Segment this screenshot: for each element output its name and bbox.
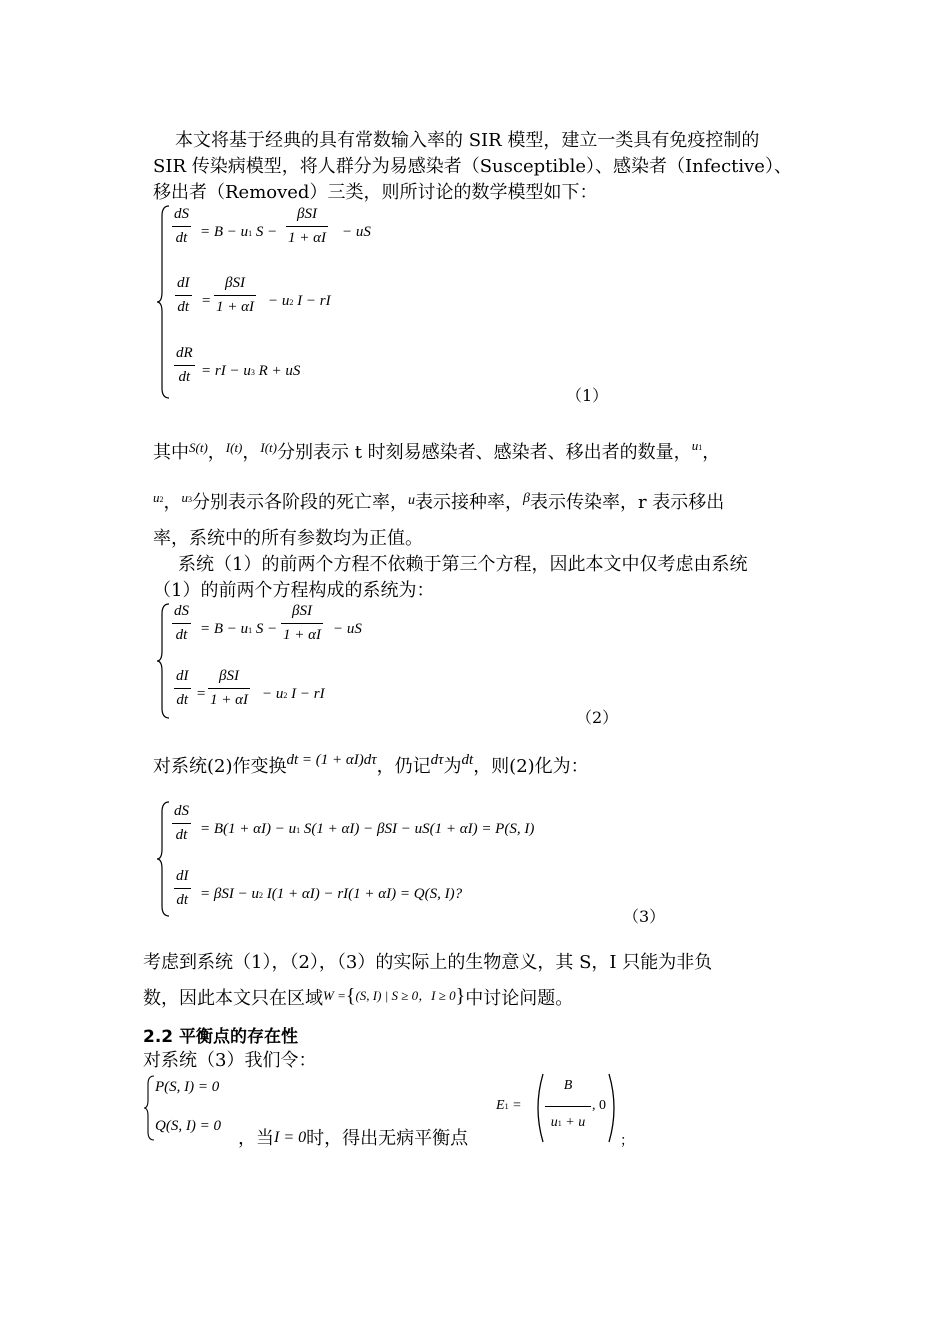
e1-fraction: B u1 + u — [545, 1078, 591, 1131]
dS-dt-1: dS dt — [174, 206, 189, 246]
e1-zero: , 0 — [592, 1098, 606, 1113]
eq2-r2-frac: βSI 1 + αI — [210, 668, 248, 708]
eq1-r1-c: − uS — [342, 224, 371, 240]
para3-line2: （1）的前两个方程构成的系统为： — [153, 580, 435, 601]
para6-line1: 对系统（3）我们令： — [143, 1050, 317, 1071]
eq1-label: （1） — [566, 386, 609, 405]
eq3-r1: = B(1 + αI) − u1 S(1 + αI) − βSI − uS(1 + αI) = P(S, I) — [200, 821, 535, 837]
para1-line1: 本文将基于经典的具有常数输入率的 SIR 模型，建立一类具有免疫控制的 — [175, 130, 760, 151]
brace-4 — [142, 1074, 156, 1142]
q-equation: Q(S, I) = 0 — [155, 1118, 221, 1134]
para3-line1: 系统（1）的前两个方程不依赖于第三个方程，因此本文中仅考虑由系统 — [178, 554, 748, 575]
eq3-label: （3） — [623, 907, 666, 926]
semicolon: ； — [620, 1133, 634, 1149]
dR-dt-1: dR dt — [176, 345, 193, 385]
dS-dt-2: dS dt — [174, 603, 189, 643]
eq1-r1-frac: βSI 1 + αI — [288, 206, 326, 246]
para5-line2: 数，因此本文只在区域$^{W =}${$^{(S, I) | S \ge 0,I \ge 0}$}中讨论问题。 — [143, 985, 574, 1009]
eq3-r2: = βSI − u2 I(1 + αI) − rI(1 + αI) = Q(S, I)? — [200, 886, 463, 902]
eq1-r2-frac: βSI 1 + αI — [216, 275, 254, 315]
eq2-r2-a: = — [196, 686, 207, 702]
eq1-r2-b: − u2 I − rI — [268, 293, 331, 309]
brace-1 — [155, 204, 171, 400]
brace-2 — [155, 602, 171, 720]
p-equation: P(S, I) = 0 — [155, 1079, 220, 1095]
dI-dt-2: dI dt — [176, 668, 189, 708]
section-heading: 2.2 平衡点的存在性 — [143, 1027, 299, 1047]
eq2-r2-b: − u2 I − rI — [262, 686, 325, 702]
e1-symbol: E1 = — [496, 1098, 522, 1113]
para2-line2: $^{u2}$，$^{u3}$分别表示各阶段的死亡率，$^u$表示接种率，$^\beta$表示传染率，r 表示移出 — [153, 490, 725, 513]
eq2-label: （2） — [576, 708, 619, 727]
eq1-r3-a: = rI − u3 R + uS — [201, 363, 301, 379]
eq1-r2-a: = — [201, 293, 212, 309]
dI-dt-1: dI dt — [177, 275, 190, 315]
para4: 对系统(2)作变换$^{dt = (1 + \alpha I)d\tau}$，仍记$^{d\tau}$为$^{dt}$，则(2)化为： — [153, 752, 589, 777]
dI-dt-3: dI dt — [176, 868, 189, 908]
eq2-r1-c: − uS — [333, 621, 362, 637]
para2-line1: 其中$^{S(t)}$，$^{I(t)}$，$^{I(t)}$分别表示 t 时刻易感染者、感染者、移出者的数量，$^{u1}$， — [153, 438, 721, 463]
brace-3 — [155, 800, 171, 918]
left-paren — [530, 1072, 546, 1144]
para1-line3: 移出者（Removed）三类，则所讨论的数学模型如下： — [153, 182, 598, 203]
dS-dt-3: dS dt — [174, 803, 189, 843]
para2-line3: 率，系统中的所有参数均为正值。 — [153, 528, 423, 549]
eq2-r1-a: = B − u1 S − — [200, 621, 278, 637]
para1-line2: SIR 传染病模型，将人群分为易感染者（Susceptible）、感染者（Infective）、 — [153, 156, 792, 177]
eq2-r1-frac: βSI 1 + αI — [283, 603, 321, 643]
eq1-r1-a: = B − u1 S − — [200, 224, 278, 240]
para6-text: ，当I = 0时，得出无病平衡点 — [238, 1128, 469, 1149]
para5-line1: 考虑到系统（1），（2），（3）的实际上的生物意义，其 S，I 只能为非负 — [143, 952, 713, 973]
